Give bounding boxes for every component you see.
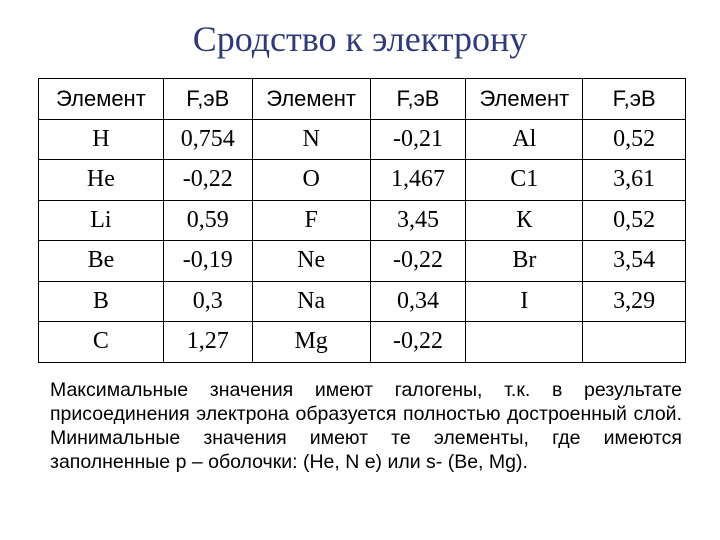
table-cell [583, 322, 686, 363]
table-cell: 0,754 [163, 119, 252, 160]
table-cell: 1,27 [163, 322, 252, 363]
page-title: Сродство к электрону [192, 19, 528, 59]
table-cell: Br [466, 241, 583, 282]
table-cell: Mg [252, 322, 370, 363]
table-cell: 0,52 [583, 200, 686, 241]
table-cell: Ne [252, 241, 370, 282]
table-cell: -0,22 [163, 160, 252, 201]
table-cell: -0,21 [370, 119, 466, 160]
explanation-paragraph: Максимальные значения имеют галогены, т.к. в результате присоединения электрона образуется полностью достроенный слой. Минимальные значения имеют те элементы, где имеются заполненные р – оболочки: (Не, N е) или s- (Be, Mg). [50, 379, 682, 473]
table-cell: Al [466, 119, 583, 160]
table-cell: N [252, 119, 370, 160]
table-cell: F [252, 200, 370, 241]
table-row [39, 160, 686, 201]
table-cell: 1,467 [370, 160, 466, 201]
table-cell: I [466, 281, 583, 322]
table-cell: -0,22 [370, 322, 466, 363]
table-cell: -0,19 [163, 241, 252, 282]
table-header-row [39, 79, 686, 120]
table-cell: 3,54 [583, 241, 686, 282]
table-cell: 0,34 [370, 281, 466, 322]
table-cell: Be [39, 241, 164, 282]
table-cell: К [466, 200, 583, 241]
table-cell: B [39, 281, 164, 322]
table-cell: 0,59 [163, 200, 252, 241]
table-cell: H [39, 119, 164, 160]
column-header: F,эВ [583, 79, 686, 120]
table-cell: -0,22 [370, 241, 466, 282]
column-header: Элемент [39, 79, 164, 120]
electron-affinity-table [38, 78, 686, 363]
table-cell: Li [39, 200, 164, 241]
table-row [39, 200, 686, 241]
table-cell: 3,61 [583, 160, 686, 201]
table-cell: C1 [466, 160, 583, 201]
table-cell: C [39, 322, 164, 363]
table-cell: Na [252, 281, 370, 322]
table-cell: 3,29 [583, 281, 686, 322]
table-cell: 0,3 [163, 281, 252, 322]
table-row [39, 119, 686, 160]
column-header: F,эВ [370, 79, 466, 120]
table-row [39, 281, 686, 322]
table-cell: O [252, 160, 370, 201]
table-row [39, 322, 686, 363]
column-header: Элемент [252, 79, 370, 120]
column-header: F,эВ [163, 79, 252, 120]
table-cell: 0,52 [583, 119, 686, 160]
table-cell [466, 322, 583, 363]
table-row [39, 241, 686, 282]
table-cell: 3,45 [370, 200, 466, 241]
table-cell: He [39, 160, 164, 201]
column-header: Элемент [466, 79, 583, 120]
